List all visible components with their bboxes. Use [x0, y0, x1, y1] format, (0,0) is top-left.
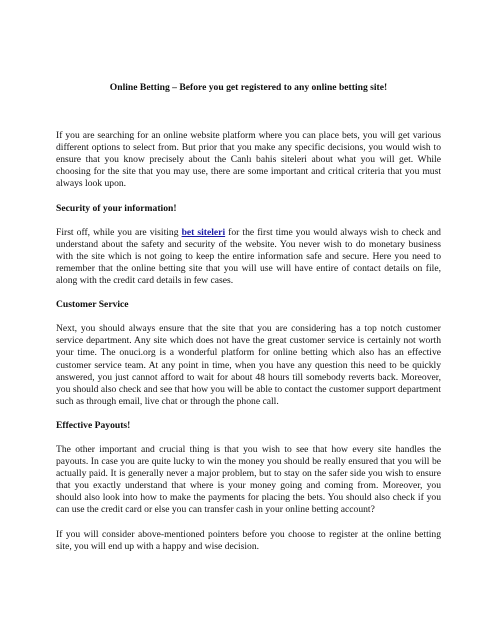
payouts-paragraph: The other important and crucial thing is that you wish to see that how every site handles the payouts. In case you are quite lucky to win the money you should be really ensured that you will be actually paid. It is generally never a major problem, but to stay on the safer side you wish to ensure that you exactly understand that where is your money going and coming from. Moreover, you should also look into how to make the payments for placing the bets. You should also check if you can use the credit card or else you can transfer cash in your online betting account?	[56, 443, 441, 516]
security-text-after: for the first time you would always wish to check and understand about the safety and security of the website. You never wish to do monetary business with the site which is not going to keep the entire information safe and secure. Here you need to remember that the online betting site that you will use will have entire of contact details on file, along with the credit card details in few cases.	[56, 226, 441, 287]
section-heading-customer-service: Customer Service	[56, 299, 129, 311]
document-title: Online Betting – Before you get registered to any online betting site!	[109, 82, 388, 93]
customer-service-paragraph: Next, you should always ensure that the site that you are considering has a top notch customer service department. Any site which does not have the great customer service is certainly not worth your time. The onuci.org is a wonderful platform for online betting which also has an effective customer service team. At any point in time, when you have any question this need to be quickly answered, you just cannot afford to wait for about 48 hours till somebody reverts back. Moreover, you should also check and see that how you will be able to contact the customer support department such as through email, live chat or through the phone call.	[56, 323, 441, 407]
bet-siteleri-link[interactable]: bet siteleri	[181, 226, 226, 238]
conclusion-paragraph: If you will consider above-mentioned pointers before you choose to register at the online betting site, you will end up with a happy and wise decision.	[56, 528, 441, 552]
section-heading-security: Security of your information!	[56, 202, 177, 214]
intro-paragraph: If you are searching for an online website platform where you can place bets, you will get various different options to select from. But prior that you make any specific decisions, you would wish to ensure that you know precisely about the Canlı bahis siteleri about what you will get. While choosing for the site that you may use, there are some important and critical criteria that you must always look upon.	[56, 130, 441, 190]
security-text-before: First off, while you are visiting	[56, 226, 182, 238]
security-paragraph	[56, 227, 441, 287]
document-body	[56, 82, 441, 565]
section-heading-payouts: Effective Payouts!	[56, 419, 131, 431]
